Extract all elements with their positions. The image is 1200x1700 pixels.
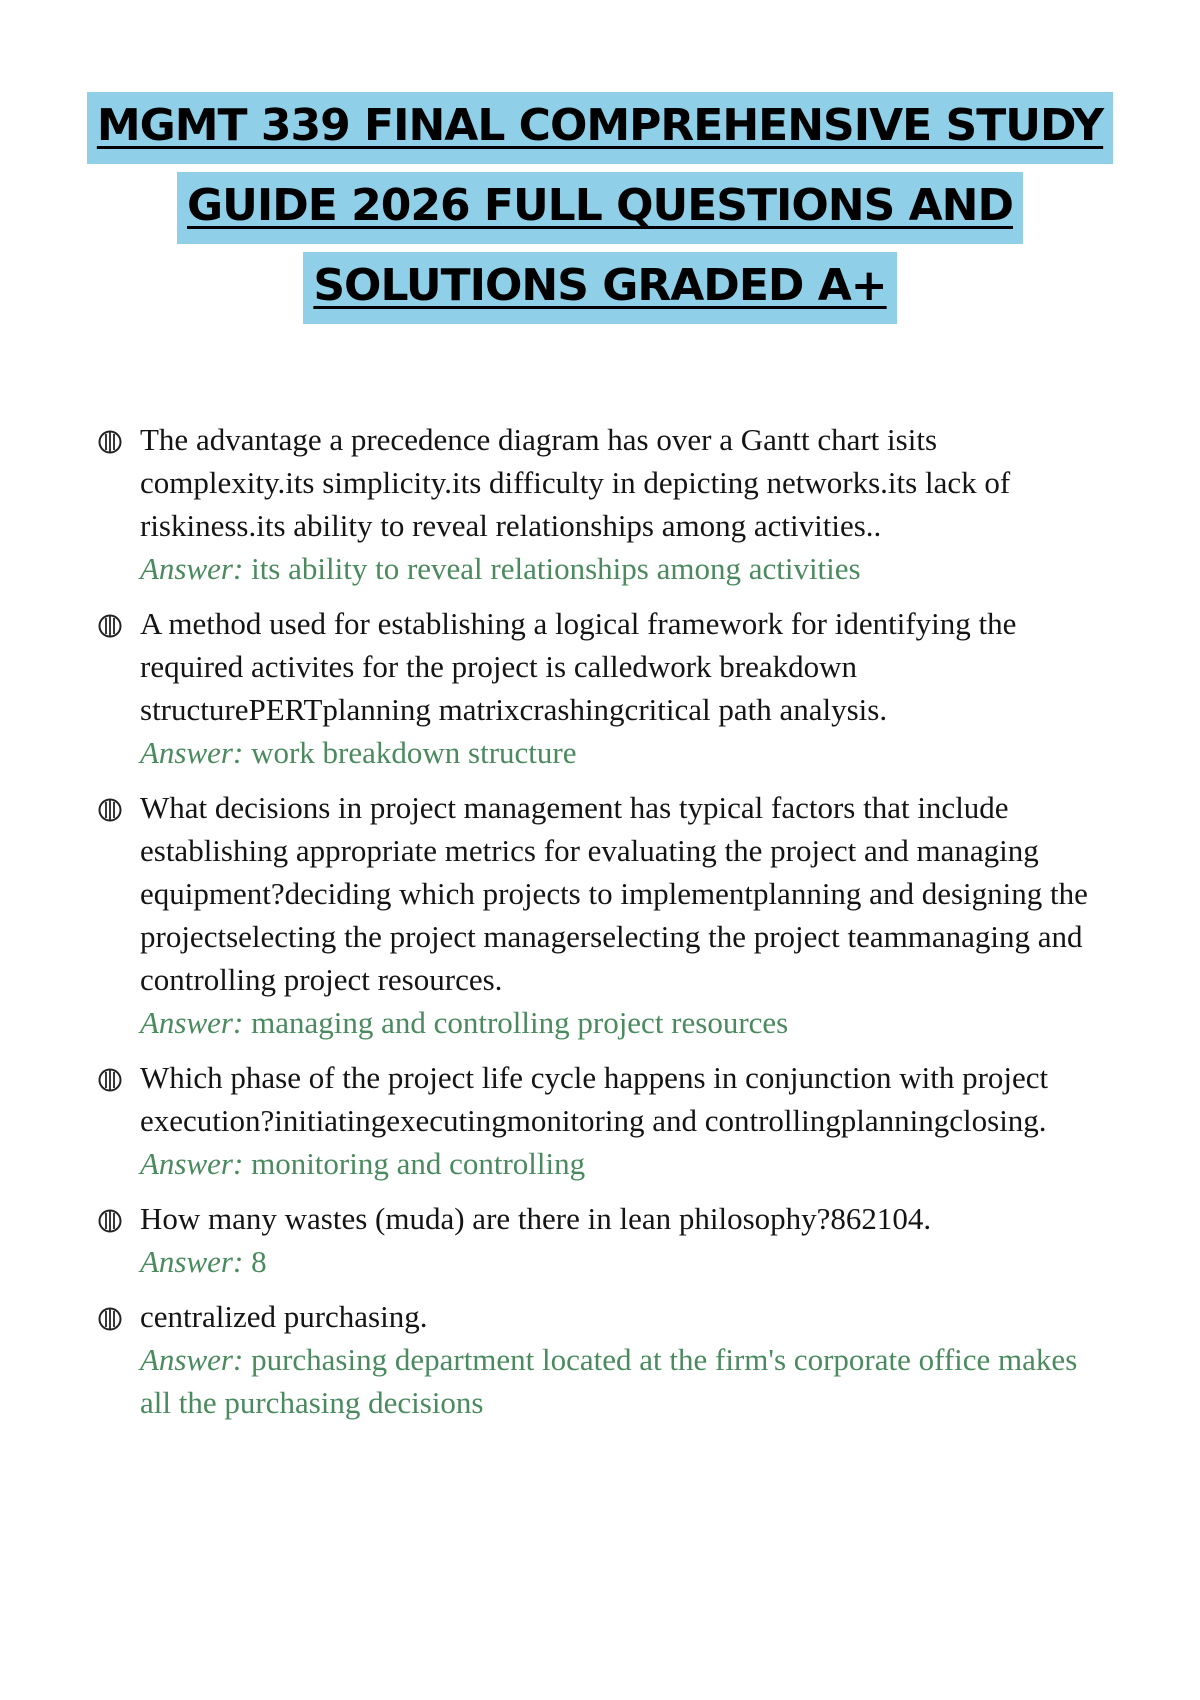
answer-label: Answer: [140, 1342, 244, 1377]
question-text: centralized purchasing. [140, 1299, 428, 1334]
striped-circle-icon [98, 430, 122, 454]
question-text: How many wastes (muda) are there in lean philosophy?862104. [140, 1201, 932, 1236]
answer-value: monitoring and controlling [251, 1146, 586, 1181]
qa-item [96, 1197, 1106, 1283]
qa-item [96, 786, 1106, 1044]
answer-text [140, 1240, 1106, 1283]
question-text: Which phase of the project life cycle happens in conjunction with project execution?initiatingexecutingmonitoring and controllingplanningclosing. [140, 1060, 1049, 1138]
answer-label: Answer: [140, 1146, 244, 1181]
answer-text [140, 731, 1106, 774]
question-text: The advantage a precedence diagram has over a Gantt chart isits complexity.its simplicity.its difficulty in depicting networks.its lack of riskiness.its ability to reveal relationships among activities.. [140, 422, 1011, 543]
answer-text [140, 547, 1106, 590]
answer-label: Answer: [140, 735, 244, 770]
answer-text [140, 1142, 1106, 1185]
answer-value: its ability to reveal relationships among activities [251, 551, 861, 586]
qa-item [96, 602, 1106, 774]
answer-value: work breakdown structure [251, 735, 577, 770]
striped-circle-icon [98, 1209, 122, 1233]
answer-text [140, 1338, 1106, 1424]
title-line-3: SOLUTIONS GRADED A+ [303, 252, 896, 324]
qa-list [96, 418, 1106, 1436]
qa-item [96, 1295, 1106, 1424]
striped-circle-icon [98, 798, 122, 822]
document-title [60, 92, 1140, 332]
answer-value: purchasing department located at the firm's corporate office makes all the purchasing decisions [140, 1342, 1078, 1420]
qa-item [96, 418, 1106, 590]
qa-item [96, 1056, 1106, 1185]
answer-value: 8 [251, 1244, 267, 1279]
answer-value: managing and controlling project resources [251, 1005, 789, 1040]
answer-label: Answer: [140, 1244, 244, 1279]
answer-label: Answer: [140, 1005, 244, 1040]
striped-circle-icon [98, 1068, 122, 1092]
striped-circle-icon [98, 1307, 122, 1331]
question-text: What decisions in project management has typical factors that include establishing appropriate metrics for evaluating the project and managing equipment?deciding which projects to implementplanning and designing the projectselecting the project managerselecting the project teammanaging and controlling project resources. [140, 790, 1088, 997]
title-line-2: GUIDE 2026 FULL QUESTIONS AND [177, 172, 1023, 244]
answer-label: Answer: [140, 551, 244, 586]
question-text: A method used for establishing a logical framework for identifying the required activites for the project is calledwork breakdown structurePERTplanning matrixcrashingcritical path analysis. [140, 606, 1017, 727]
answer-text [140, 1001, 1106, 1044]
title-line-1: MGMT 339 FINAL COMPREHENSIVE STUDY [87, 92, 1113, 164]
striped-circle-icon [98, 614, 122, 638]
